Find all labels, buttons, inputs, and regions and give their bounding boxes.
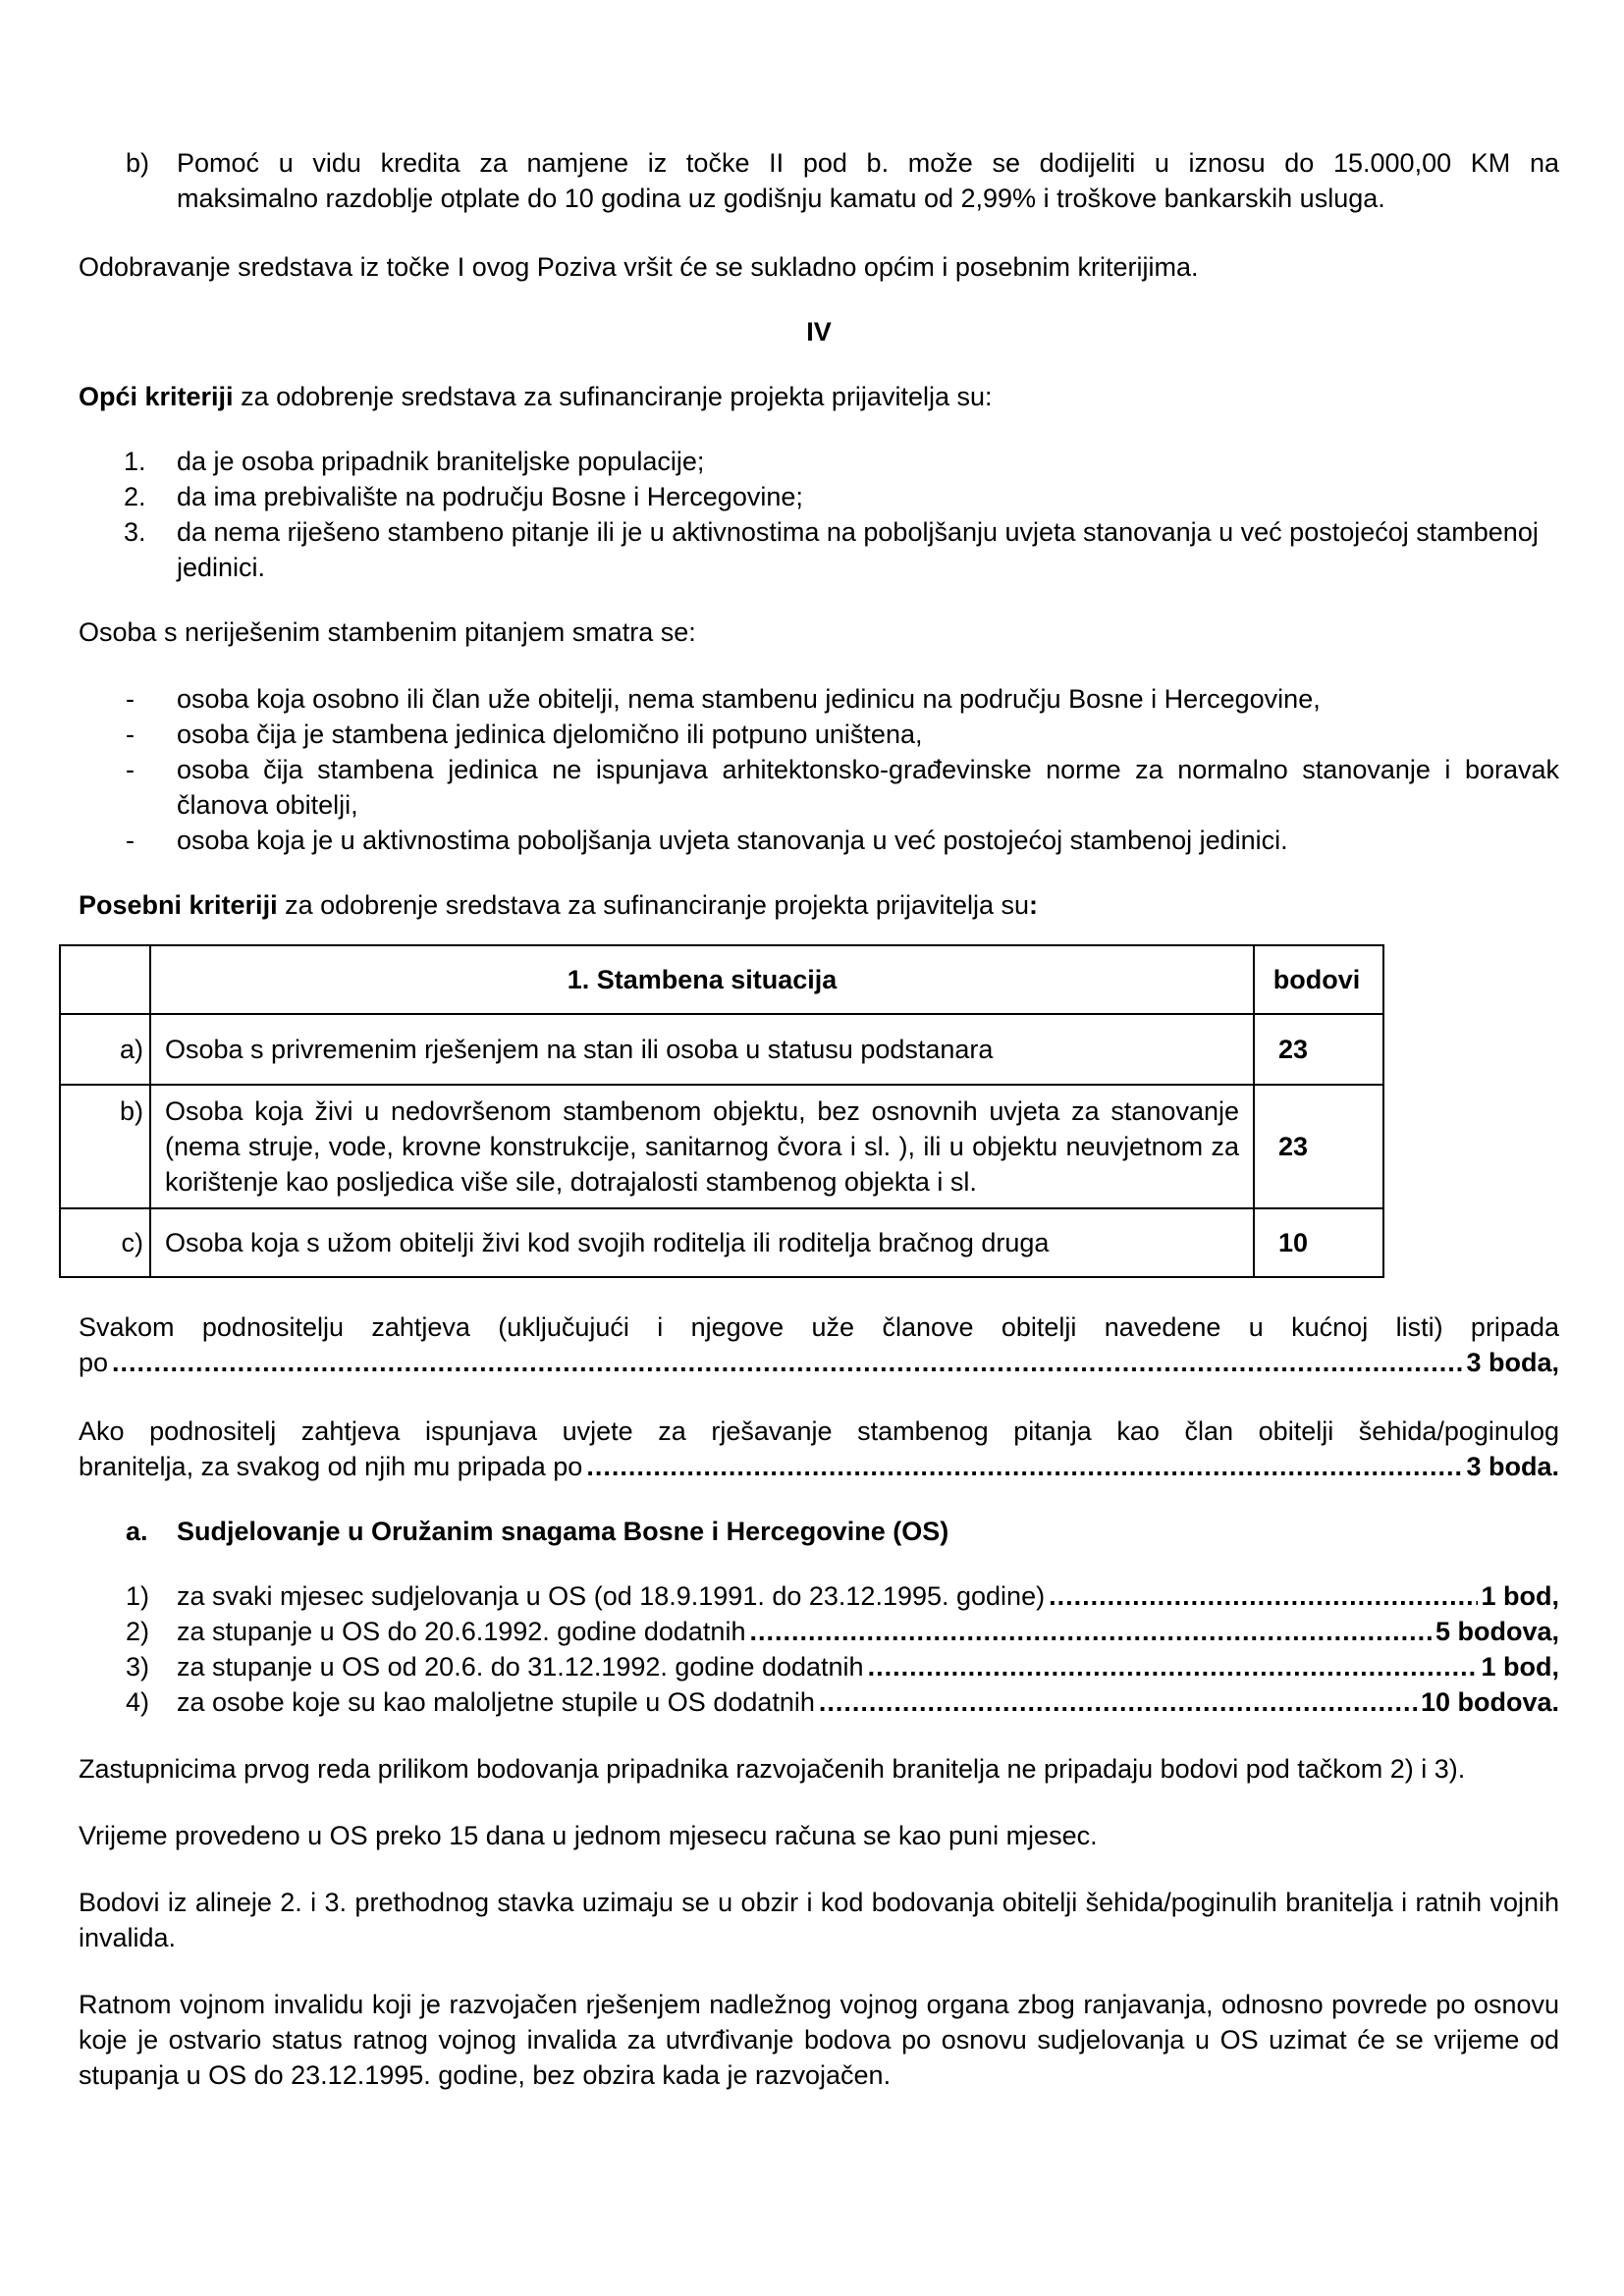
family-paragraph (79, 1414, 1559, 1484)
list-text: da nema riješeno stambeno pitanje ili je u aktivnostima na poboljšanju uvjeta stanovanja u već postojećoj stambenoj jedinici. (177, 517, 1539, 582)
dot-leader (1049, 1578, 1477, 1614)
list-points: 10 bodova. (1420, 1687, 1559, 1717)
list-text: osoba koja je u aktivnostima poboljšanja uvjeta stanovanja u već postojećoj stambenoj jedinici. (177, 826, 1288, 855)
family-points: 3 boda. (1466, 1452, 1559, 1481)
list-points: 1 bod, (1481, 1652, 1559, 1682)
dot-leader (112, 1345, 1462, 1380)
list-points: 5 bodova, (1435, 1617, 1559, 1646)
list-text: za osobe koje su kao maloljetne stupile u OS dodatnih (177, 1687, 815, 1717)
applicant-line-2-start: po (79, 1348, 109, 1377)
table-header-title: 1. Stambena situacija (150, 945, 1254, 1014)
special-criteria-label: Posebni kriteriji (79, 890, 278, 920)
family-line-1: Ako podnositelj zahtjeva ispunjava uvjete za rješavanje stambenog pitanja kao član obitelji šehida/poginulog (79, 1416, 1559, 1446)
applicant-line-1: Svakom podnositelju zahtjeva (uključujući i njegove uže članove obitelji navedene u kućnoj listi) pripada (79, 1312, 1559, 1342)
point-b-line-2: maksimalno razdoblje otplate do 10 godina uz godišnju kamatu od 2,99% i troškove bankarskih usluga. (177, 184, 1385, 213)
row-label: b) (60, 1085, 150, 1208)
dash-marker: - (126, 755, 135, 784)
list-number: 4) (126, 1687, 150, 1717)
section-heading: IV (806, 317, 832, 347)
dot-leader (868, 1649, 1478, 1684)
dot-leader (749, 1614, 1432, 1649)
table-header-empty-cell (60, 945, 150, 1014)
list-item (79, 1614, 1559, 1649)
list-text: za stupanje u OS do 20.6.1992. godine dodatnih (177, 1617, 746, 1646)
list-item (79, 1578, 1559, 1614)
row-text: Osoba s privremenim rješenjem na stan ili osoba u statusu podstanara (150, 1014, 1254, 1085)
dash-marker: - (126, 826, 135, 855)
document-page (79, 145, 1559, 2093)
dash-marker: - (126, 720, 135, 749)
list-item (79, 1684, 1559, 1720)
list-text: da ima prebivalište na području Bosne i Hercegovine; (177, 482, 803, 511)
armed-forces-heading (79, 1514, 1559, 1549)
row-text: Osoba koja s užom obitelji živi kod svojih roditelja ili roditelja bračnog druga (150, 1208, 1254, 1277)
list-number: 1) (126, 1581, 150, 1611)
table-row (60, 1085, 1383, 1208)
special-criteria-colon: : (1029, 890, 1039, 920)
list-item (79, 1649, 1559, 1684)
dash-marker: - (126, 684, 135, 714)
list-number: 1. (124, 447, 146, 476)
table-header-row (60, 945, 1383, 1014)
armed-forces-list (79, 1578, 1559, 1720)
dot-leader (586, 1449, 1462, 1484)
table-header-points: bodovi (1254, 945, 1383, 1014)
general-criteria-label: Opći kriteriji (79, 382, 234, 411)
criteria-table (59, 944, 1384, 1278)
applicant-paragraph (79, 1309, 1559, 1380)
unresolved-list (79, 681, 1559, 858)
list-item (79, 823, 1559, 858)
applicant-points: 3 boda, (1466, 1348, 1559, 1377)
row-label: c) (60, 1208, 150, 1277)
row-points: 10 (1254, 1208, 1383, 1277)
general-criteria-text: za odobrenje sredstava za sufinanciranje projekta prijavitelja su: (233, 382, 993, 411)
list-item (79, 514, 1559, 585)
points-paragraph: Bodovi iz alineje 2. i 3. prethodnog stavka uzimaju se u obzir i kod bodovanja obitelji šehida/poginulih branitelja i ratnih vojnih invalida. (79, 1888, 1559, 1952)
list-item (79, 717, 1559, 752)
row-points: 23 (1254, 1014, 1383, 1085)
list-item (79, 444, 1559, 479)
general-criteria-list (79, 444, 1559, 585)
dot-leader (819, 1684, 1417, 1720)
list-points: 1 bod, (1481, 1581, 1559, 1611)
list-text: osoba čija je stambena jedinica djelomično ili potpuno uništena, (177, 720, 923, 749)
table-row (60, 1014, 1383, 1085)
list-item (79, 752, 1559, 823)
list-number: 2. (124, 482, 146, 511)
representatives-paragraph: Zastupnicima prvog reda prilikom bodovanja pripadnika razvojačenih branitelja ne pripadaju bodovi pod tačkom 2) i 3). (79, 1754, 1466, 1784)
point-b (79, 145, 1559, 216)
row-label: a) (60, 1014, 150, 1085)
row-points: 23 (1254, 1085, 1383, 1208)
invalid-paragraph: Ratnom vojnom invalidu koji je razvojačen rješenjem nadležnog vojnog organa zbog ranjavanja, odnosno povrede po osnovu koje je ostvario status ratnog vojnog invalida za utvrđivanje bodova po osnovu sudjelovanja u OS uzimat će se vrijeme od stupanja u OS do 23.12.1995. godine, bez obzira kada je razvojačen. (79, 1990, 1559, 2090)
unresolved-intro: Osoba s neriješenim stambenim pitanjem smatra se: (79, 617, 696, 647)
point-b-marker: b) (126, 148, 150, 178)
armed-forces-title: Sudjelovanje u Oružanim snagama Bosne i Hercegovine (OS) (177, 1517, 949, 1546)
list-text: za svaki mjesec sudjelovanja u OS (od 18.9.1991. do 23.12.1995. godine) (177, 1581, 1046, 1611)
row-text: Osoba koja živi u nedovršenom stambenom objektu, bez osnovnih uvjeta za stanovanje (nema struje, vode, krovne konstrukcije, sanitarnog čvora i sl. ), ili u objektu neuvjetnom za korištenje kao posljedica više sile, dotrajalosti stambenog objekta i sl. (150, 1085, 1254, 1208)
list-text: za stupanje u OS od 20.6. do 31.12.1992. godine dodatnih (177, 1652, 864, 1682)
family-line-2-start: branitelja, za svakog od njih mu pripada po (79, 1452, 583, 1481)
point-b-line-1: Pomoć u vidu kredita za namjene iz točke II pod b. može se dodijeliti u iznosu do 15.000,00 KM na (177, 148, 1559, 178)
applicant-points-line (79, 1345, 1559, 1380)
list-text: osoba koja osobno ili član uže obitelji, nema stambenu jedinicu na području Bosne i Hercegovine, (177, 684, 1321, 714)
list-number: 3) (126, 1652, 150, 1682)
armed-forces-marker: a. (126, 1517, 148, 1546)
general-criteria-intro (79, 379, 1559, 414)
list-text: osoba čija stambena jedinica ne ispunjava arhitektonsko-građevinske norme za normalno stanovanje i boravak članova obitelji, (177, 755, 1559, 820)
special-criteria-intro (79, 887, 1559, 923)
special-criteria-text: za odobrenje sredstava za sufinanciranje projekta prijavitelja su (277, 890, 1030, 920)
approval-paragraph: Odobravanje sredstava iz točke I ovog Poziva vršit će se sukladno općim i posebnim kriterijima. (79, 252, 1199, 282)
table-row (60, 1208, 1383, 1277)
list-item (79, 681, 1559, 717)
list-text: da je osoba pripadnik braniteljske populacije; (177, 447, 705, 476)
list-number: 2) (126, 1617, 150, 1646)
family-points-line (79, 1449, 1559, 1484)
list-number: 3. (124, 517, 146, 547)
time-paragraph: Vrijeme provedeno u OS preko 15 dana u jednom mjesecu računa se kao puni mjesec. (79, 1821, 1098, 1850)
list-item (79, 479, 1559, 514)
